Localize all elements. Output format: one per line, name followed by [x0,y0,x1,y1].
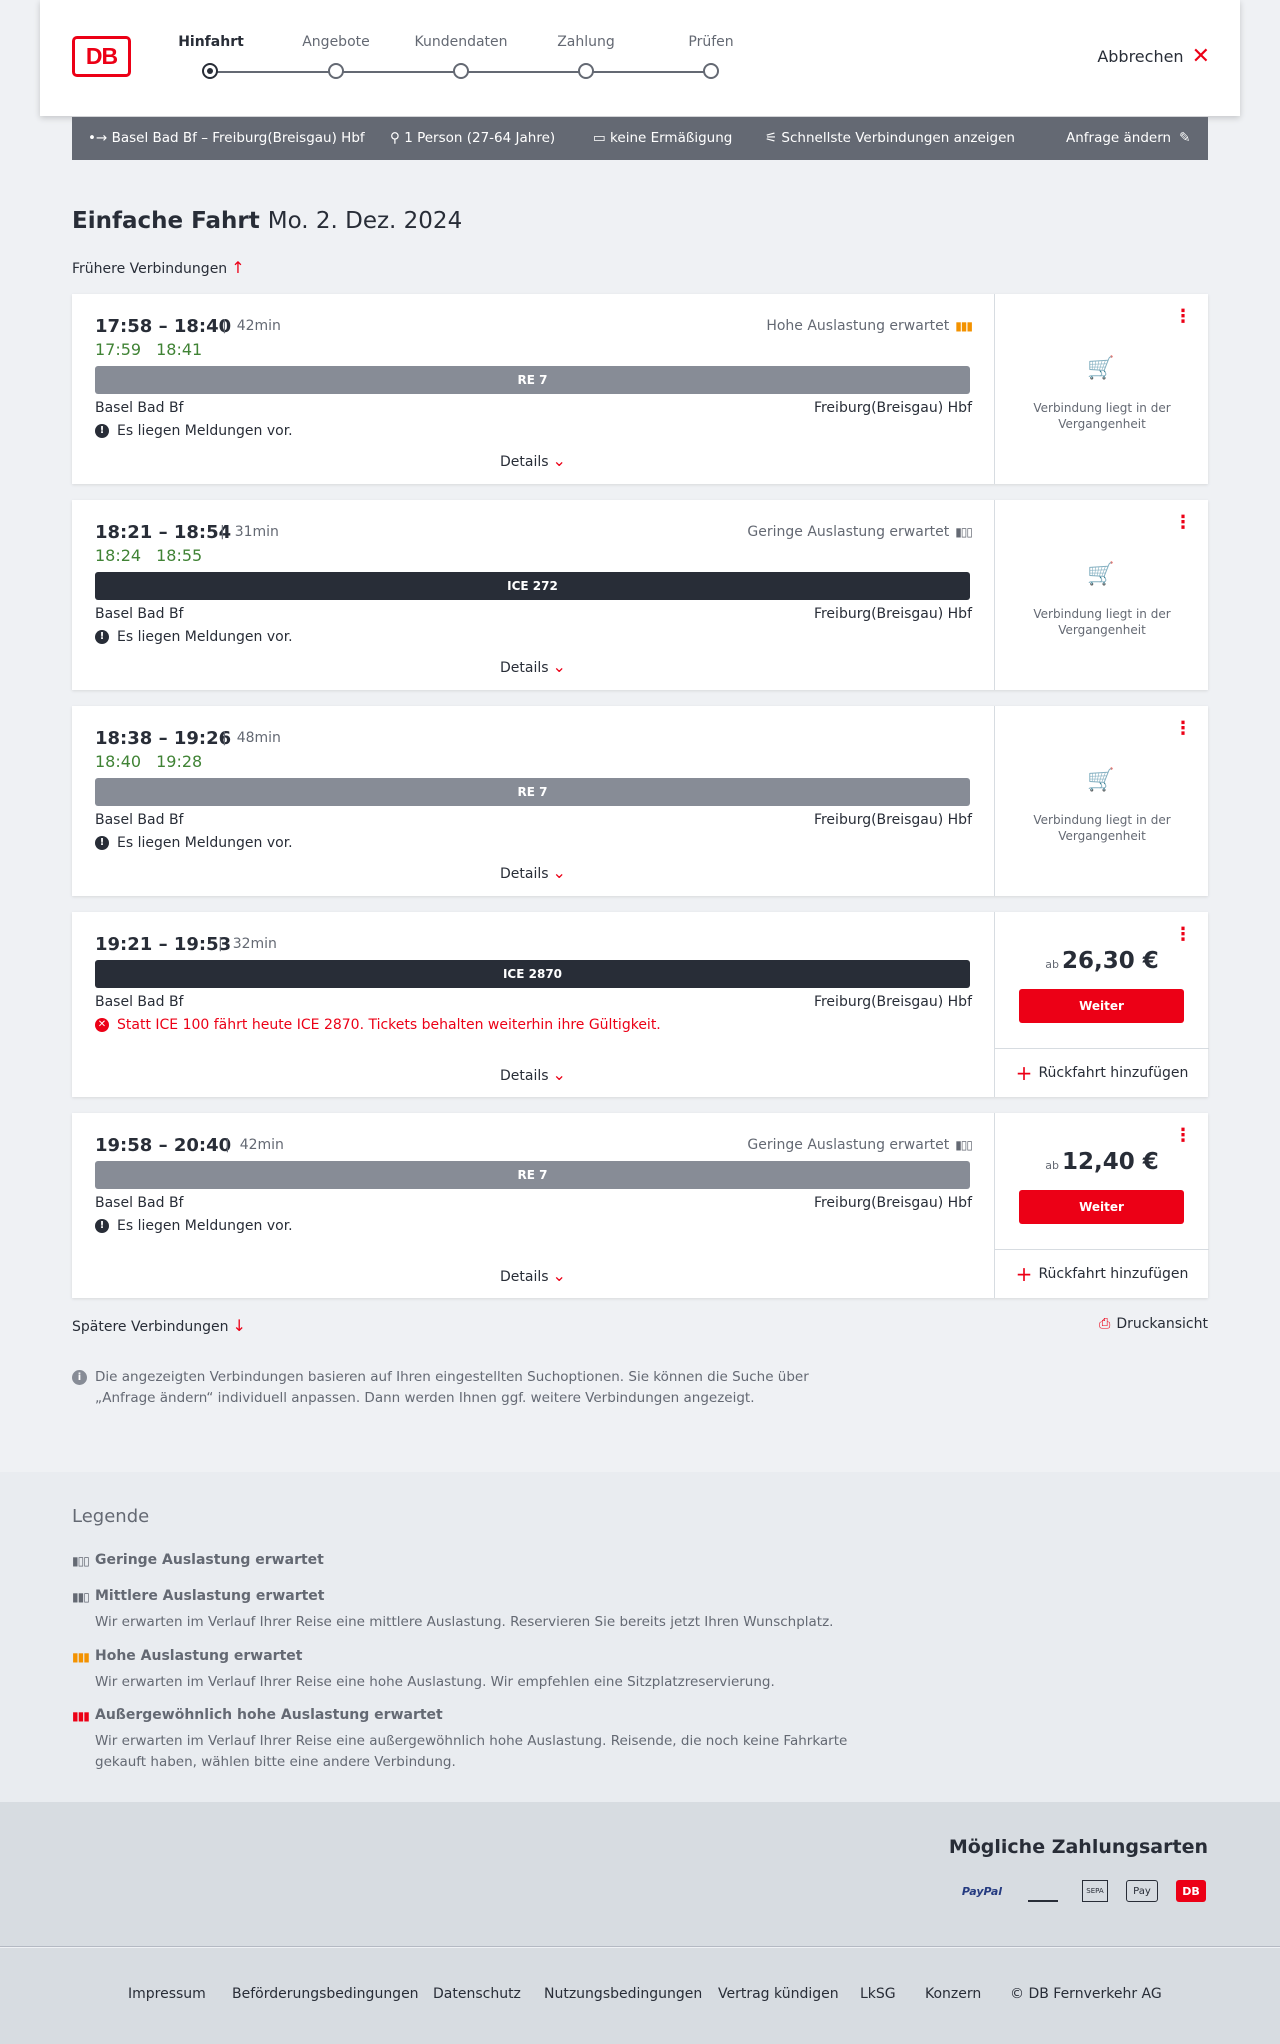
origin-station: Basel Bad Bf [95,812,184,828]
travel-date: Mo. 2. Dez. 2024 [267,208,463,234]
search-summary-bar [72,117,1208,160]
origin-station: Basel Bad Bf [95,400,184,416]
message-notice: ! Es liegen Meldungen vor. [95,1218,293,1234]
message-notice: ! Es liegen Meldungen vor. [95,629,293,645]
origin-station: Basel Bad Bf [95,1195,184,1211]
close-icon: ✕ [1191,43,1210,69]
message-notice: ! Es liegen Meldungen vor. [95,423,293,439]
change-request-button[interactable]: Anfrage ändern ✎ [1066,130,1191,146]
origin-station: Basel Bad Bf [95,606,184,622]
discount-summary: ▭ keine Ermäßigung [593,130,733,146]
duration: | 42min [222,318,281,334]
train-bar[interactable]: ICE 2870 [95,960,970,988]
footer-link-impressum[interactable]: Impressum [128,1986,206,2002]
offer-panel [994,500,1208,690]
payment-title: Mögliche Zahlungsarten [948,1836,1208,1858]
cancel-label: Abbrechen [1097,47,1184,66]
alert-icon: ! [95,836,109,850]
chevron-down-icon: ⌄ [552,657,566,676]
cart-unavailable-icon: 🛒 [1087,562,1115,587]
destination-station: Freiburg(Breisgau) Hbf [813,812,972,828]
details-toggle[interactable]: Details ⌄ [500,863,566,882]
add-return-button[interactable]: + Rückfahrt hinzufügen [995,1048,1209,1096]
occupancy-high-icon: ▮▮▮ [72,1650,89,1664]
details-toggle[interactable]: Details ⌄ [500,1065,566,1084]
realtime-times: 18:24 18:55 [95,546,203,565]
price: ab 12,40 € [1045,1149,1159,1175]
step-kundendaten: Kundendaten [414,34,508,50]
planned-times: 18:38 – 19:26 [95,728,232,749]
train-bar[interactable]: RE 7 [95,366,970,394]
printer-icon: ⎙ [1099,1316,1111,1332]
step-dot-hinfahrt [202,63,218,79]
connection-card-1[interactable] [72,294,1208,484]
occupancy-low-icon: ▮▯▯ [955,525,972,539]
earlier-connections-link[interactable]: Frühere Verbindungen ↑ [72,258,245,277]
train-bar[interactable]: RE 7 [95,778,970,806]
more-options-icon[interactable]: ⋮ [1174,1125,1192,1146]
print-view-link[interactable]: ⎙ Druckansicht [1099,1316,1208,1332]
offer-panel [994,706,1208,896]
legend-section: Legende ▮▯▯ Geringe Auslastung erwartet ▮▮▯ Mittlere Auslastung erwartet Wir erwarten im Verlauf Ihrer Reise eine mittlere Auslastung. Reservieren Sie bereits jetzt Ihren Wunschplatz. ▮▮▮ Hohe Auslastung erwartet Wir erwarten im Verlauf Ihrer Reise eine hohe Auslastung. Wir empfehlen eine Sitzplatzreservierung. ▮▮▮ Außergewöhnlich hohe Auslastung erwartet Wir erwarten im Verlauf Ihrer Reise eine außergewöhnlich hohe Auslastung. Reisende, die noch keine Fahrkarte gekauft haben, wählen bitte eine andere Verbindung. [0,1472,1280,1802]
planned-times: 17:58 – 18:40 [95,316,232,337]
occupancy-medium-icon: ▮▮▯ [72,1590,89,1604]
more-options-icon[interactable]: ⋮ [1174,924,1192,945]
occupancy-high-icon: ▮▮▮ [955,319,972,333]
chevron-down-icon: ⌄ [552,1266,566,1285]
origin-station: Basel Bad Bf [95,994,184,1010]
more-options-icon[interactable]: ⋮ [1174,718,1192,739]
page-title: Einfache Fahrt Mo. 2. Dez. 2024 [72,208,463,234]
occupancy-info[interactable]: Geringe Auslastung erwartet ▮▯▯ [747,524,972,540]
copyright: © DB Fernverkehr AG [1010,1986,1162,2002]
footer-link-datenschutz[interactable]: Datenschutz [433,1986,521,2002]
chevron-down-icon: ⌄ [552,451,566,470]
offer-panel [994,912,1208,1097]
occupancy-extreme-icon: ▮▮▮ [72,1709,89,1723]
planned-times: 19:21 – 19:53 [95,934,232,955]
alert-icon: ! [95,1219,109,1233]
pencil-icon: ✎ [1179,130,1191,146]
occupancy-low-icon: ▮▯▯ [955,1138,972,1152]
replacement-notice: ✕ Statt ICE 100 fährt heute ICE 2870. Tickets behalten weiterhin ihre Gültigkeit. [95,1017,661,1033]
add-return-button[interactable]: + Rückfahrt hinzufügen [995,1249,1209,1297]
destination-station: Freiburg(Breisgau) Hbf [813,1195,972,1211]
more-options-icon[interactable]: ⋮ [1174,306,1192,327]
continue-button[interactable]: Weiter [1019,1190,1184,1224]
footer-link-nutzungsbedingungen[interactable]: Nutzungsbedingungen [544,1986,703,2002]
connection-card-5[interactable] [72,1113,1208,1298]
chevron-down-icon: ⌄ [552,1065,566,1084]
alert-icon: ! [95,630,109,644]
footer [0,1948,1280,2044]
message-notice: ! Es liegen Meldungen vor. [95,835,293,851]
arrow-down-icon: ↓ [232,1316,246,1335]
error-icon: ✕ [95,1018,109,1032]
persons-summary: ⚲ 1 Person (27-64 Jahre) [390,130,556,146]
arrow-right-icon: •→ [88,130,112,146]
offer-panel [994,1113,1208,1298]
apple-pay-icon: Pay [1126,1880,1158,1902]
paypal-logo: PayPal [961,1884,1003,1898]
step-hinfahrt: Hinfahrt [178,34,244,50]
cart-unavailable-icon: 🛒 [1087,768,1115,793]
footer-link-konzern[interactable]: Konzern [925,1986,982,2002]
past-connection-text: Verbindung liegt in der Vergangenheit [1033,607,1171,637]
step-zahlung: Zahlung [557,34,615,50]
chevron-down-icon: ⌄ [552,863,566,882]
later-connections-link[interactable]: Spätere Verbindungen ↓ [72,1316,246,1335]
details-toggle[interactable]: Details ⌄ [500,1266,566,1285]
occupancy-info[interactable]: Geringe Auslastung erwartet ▮▯▯ [747,1137,972,1153]
footer-link-befoerderungsbedingungen[interactable]: Beförderungsbedingungen [232,1986,419,2002]
realtime-times: 18:40 19:28 [95,752,203,771]
footer-link-vertrag-kuendigen[interactable]: Vertrag kündigen [718,1986,839,2002]
step-pruefen: Prüfen [688,34,734,50]
destination-station: Freiburg(Breisgau) Hbf [813,606,972,622]
legend-title: Legende [72,1506,150,1527]
db-pay-icon: DB [1176,1880,1206,1902]
duration: | 31min [220,524,279,540]
destination-station: Freiburg(Breisgau) Hbf [813,994,972,1010]
connection-card-2[interactable] [72,500,1208,690]
cancel-button[interactable] [1097,43,1210,69]
fastest-connections-toggle[interactable]: ⚟ Schnellste Verbindungen anzeigen [765,130,1015,146]
step-dot-zahlung [578,63,594,79]
continue-button[interactable]: Weiter [1019,989,1184,1023]
payment-methods-section [0,1802,1280,1947]
train-bar[interactable]: RE 7 [95,1161,970,1189]
occupancy-info[interactable]: Hohe Auslastung erwartet ▮▮▮ [766,318,972,334]
duration: | 48min [222,730,281,746]
planned-times: 19:58 – 20:40 [95,1135,232,1156]
footer-link-lksg[interactable]: LkSG [860,1986,896,2002]
step-dot-kundendaten [453,63,469,79]
realtime-times: 17:59 18:41 [95,340,203,359]
offer-panel [994,294,1208,484]
duration: | 42min [225,1137,284,1153]
details-toggle[interactable]: Details ⌄ [500,657,566,676]
step-dot-pruefen [703,63,719,79]
duration: | 32min [218,936,277,952]
more-options-icon[interactable]: ⋮ [1174,512,1192,533]
filter-icon: ⚟ [765,130,782,146]
db-logo[interactable]: DB [72,36,131,77]
info-icon: i [72,1370,87,1385]
step-angebote: Angebote [302,34,370,50]
train-bar[interactable]: ICE 272 [95,572,970,600]
alert-icon: ! [95,424,109,438]
direct-debit-icon [1028,1880,1058,1902]
card-icon: ▭ [593,130,611,146]
connection-card-3[interactable] [72,706,1208,896]
past-connection-text: Verbindung liegt in der Vergangenheit [1033,813,1171,843]
details-toggle[interactable]: Details ⌄ [500,451,566,470]
step-dot-angebote [328,63,344,79]
route-summary: •→ Basel Bad Bf – Freiburg(Breisgau) Hbf [88,130,365,146]
cart-unavailable-icon: 🛒 [1087,356,1115,381]
price: ab 26,30 € [1045,948,1159,974]
past-connection-text: Verbindung liegt in der Vergangenheit [1033,401,1171,431]
plus-icon: + [1015,1061,1033,1085]
plus-icon: + [1015,1262,1033,1286]
planned-times: 18:21 – 18:54 [95,522,232,543]
arrow-up-icon: ↑ [231,258,245,277]
connection-card-4[interactable] [72,912,1208,1097]
destination-station: Freiburg(Breisgau) Hbf [813,400,972,416]
sepa-icon: SEPA [1082,1880,1108,1902]
info-notice: i Die angezeigten Verbindungen basieren auf Ihren eingestellten Suchoptionen. Sie können die Suche über „Anfrage ändern“ individuell anpassen. Dann werden Ihnen ggf. weitere Verbindungen angezeigt. [72,1367,852,1409]
header [40,0,1240,116]
occupancy-low-icon: ▮▯▯ [72,1554,89,1568]
person-icon: ⚲ [390,130,405,146]
